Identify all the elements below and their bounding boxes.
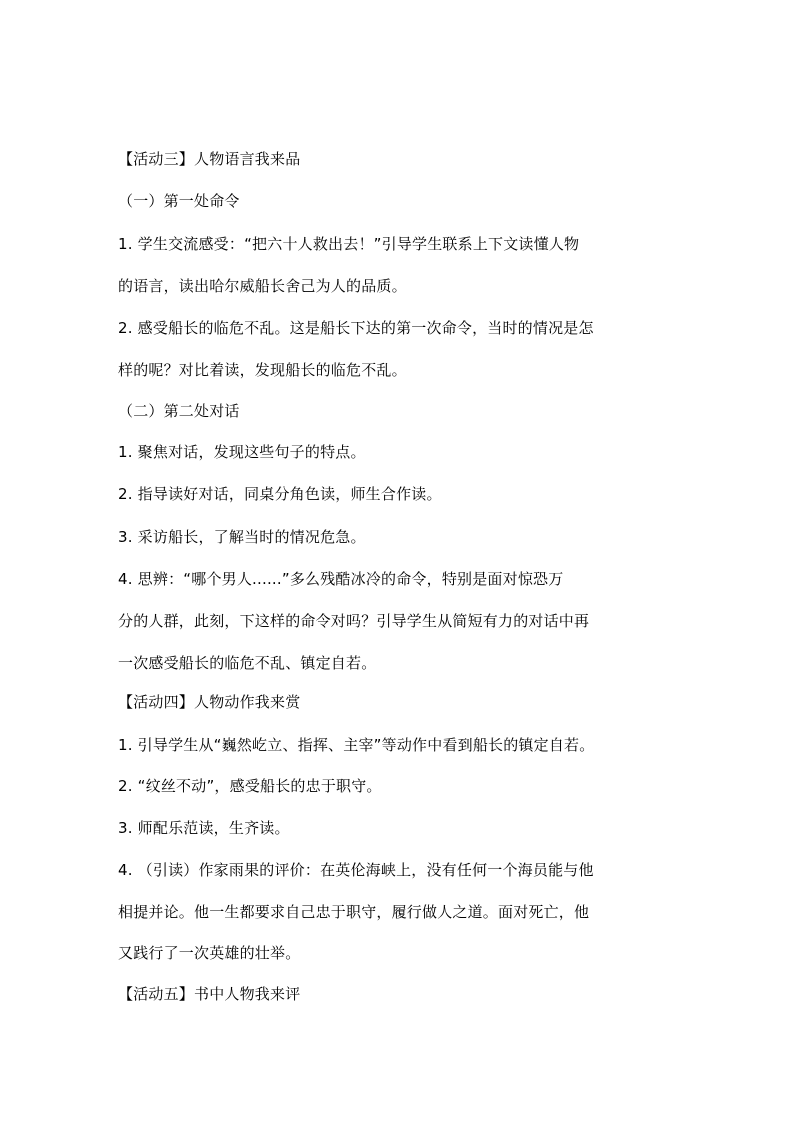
paragraph-line: 4. 思辨：“哪个男人......”多么残酷冰冷的命令，特别是面对惊恐万 — [118, 570, 564, 588]
paragraph-line: 样的呢？对比着读，发现船长的临危不乱。 — [118, 361, 407, 379]
activity-4-heading: 【活动四】人物动作我来赏 — [118, 693, 301, 711]
paragraph-line: 相提并论。他一生都要求自己忠于职守，履行做人之道。面对死亡，他 — [118, 903, 590, 921]
paragraph-line: 又践行了一次英雄的壮举。 — [118, 944, 301, 962]
paragraph-line: 3. 采访船长，了解当时的情况危急。 — [118, 528, 366, 546]
paragraph-line: 分的人群，此刻，下这样的命令对吗？引导学生从简短有力的对话中再 — [118, 612, 590, 630]
section-1-heading: （一）第一处命令 — [118, 192, 240, 210]
paragraph-line: 2. 感受船长的临危不乱。这是船长下达的第一次命令，当时的情况是怎 — [118, 319, 594, 337]
paragraph-line: 1. 聚焦对话，发现这些句子的特点。 — [118, 443, 366, 461]
paragraph-line: 3. 师配乐范读，生齐读。 — [118, 819, 290, 837]
paragraph-line: 4. （引读）作家雨果的评价：在英伦海峡上，没有任何一个海员能与他 — [118, 861, 594, 879]
paragraph-line: 1. 学生交流感受：“把六十人救出去！”引导学生联系上下文读懂人物 — [118, 235, 580, 253]
paragraph-line: 2. “纹丝不动”，感受船长的忠于职守。 — [118, 777, 382, 795]
activity-5-heading: 【活动五】书中人物我来评 — [118, 985, 301, 1003]
paragraph-line: 1. 引导学生从“巍然屹立、指挥、主宰”等动作中看到船长的镇定自若。 — [118, 736, 595, 754]
paragraph-line: 2. 指导读好对话，同桌分角色读，师生合作读。 — [118, 485, 442, 503]
paragraph-line: 一次感受船长的临危不乱、镇定自若。 — [118, 654, 377, 672]
section-2-heading: （二）第二处对话 — [118, 402, 240, 420]
activity-3-heading: 【活动三】人物语言我来品 — [118, 150, 301, 168]
paragraph-line: 的语言，读出哈尔威船长舍己为人的品质。 — [118, 277, 407, 295]
